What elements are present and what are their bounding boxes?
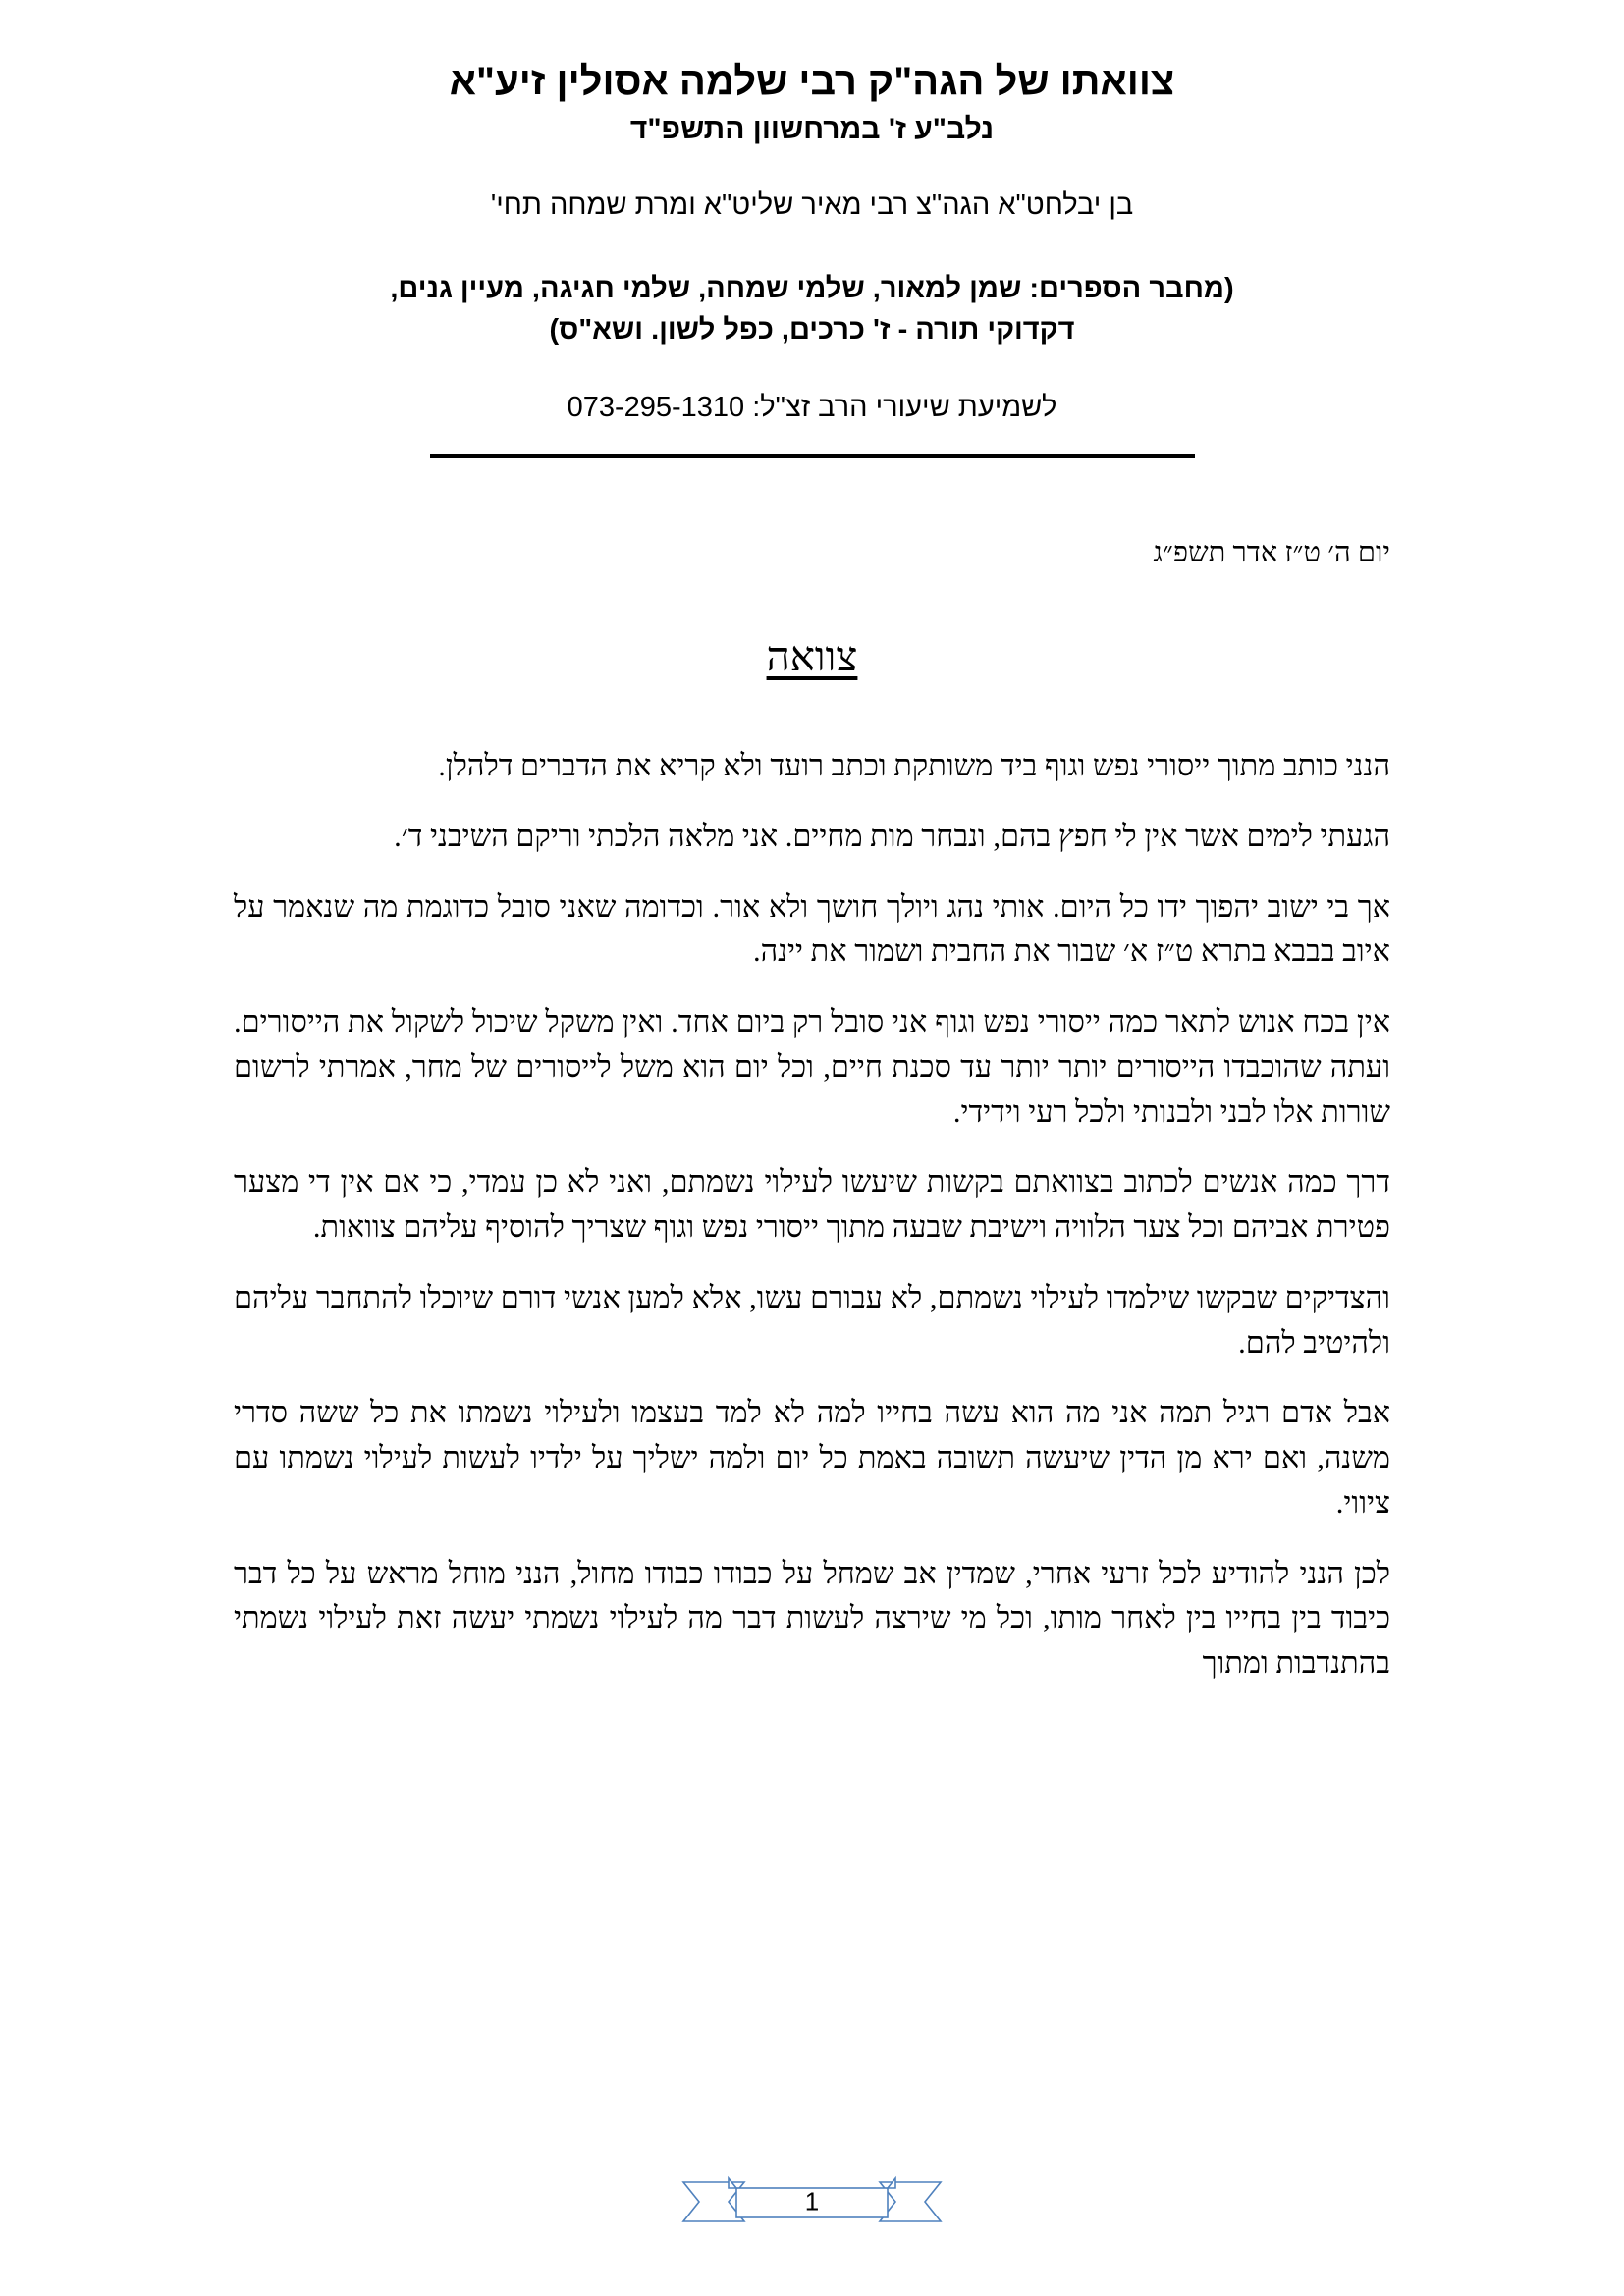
document-body [0, 533, 1624, 1685]
shiurim-phone-label: לשמיעת שיעורי הרב זצ"ל: [752, 391, 1057, 423]
paragraph-list [234, 744, 1390, 1686]
paragraph: דרך כמה אנשים לכתוב בצוואתם בקשות שיעשו לעילוי נשמתם, ואני לא כן עמדי, כי אם אין די מצער פטירת אביהם וכל צער הלוויה וישיבת שבעה מתוך ייסורי נפש וגוף שצריך להוסיף עליהם צוואות. [234, 1165, 1390, 1245]
paragraph: אבל אדם רגיל תמה אני מה הוא עשה בחייו למה לא למד בעצמו ולעילוי נשמתו את כל ששה סדרי משנה, ואם ירא מן הדין שיעשה תשובה באמת כל יום ולמה ישליך על ילדיו לעשות לעילוי נשמתו עם ציווי. [234, 1396, 1390, 1520]
page-footer [0, 2164, 1624, 2239]
authored-books-note [0, 268, 1624, 350]
paragraph: והצדיקים שבקשו שילמדו לעילוי נשמתם, לא עבורם עשו, אלא למען אנשי דורם שיוכלו להתחבר עליהם ולהיטיב להם. [234, 1280, 1390, 1360]
paragraph: הגעתי לימים אשר אין לי חפץ בהם, ונבחר מות מחיים. אני מלאה הלכתי וריקם השיבני ד׳. [394, 819, 1390, 853]
shiurim-phone-line [0, 390, 1624, 427]
page-title: צוואתו של הגה"ק רבי שלמה אסולין זיע"א [449, 60, 1175, 103]
authored-books-line-1: (מחבר הספרים: שמן למאור, שלמי שמחה, שלמי חגיגה, מעיין גנים, [390, 272, 1234, 304]
section-heading [234, 634, 1390, 681]
paragraph: אך בי ישוב יהפוך ידו כל היום. אותי נהג ויולך חושך ולא אור. וכדומה שאני סובל כדוגמת מה שנאמר על איוב בבבא בתרא ט״ז א׳ שבור את החבית ושמור את יינה. [234, 889, 1390, 969]
paragraph: הנני כותב מתוך ייסורי נפש וגוף ביד משותקת וכתב רועד ולא קריא את הדברים דלהלן. [438, 749, 1390, 783]
header-divider [430, 454, 1195, 458]
shiurim-phone-number: 073-295-1310 [567, 391, 745, 423]
hebrew-date-line: יום ה׳ ט״ז אדר תשפ״ג [1153, 537, 1390, 569]
paragraph: אין בכח אנוש לתאר כמה ייסורי נפש וגוף אני סובל רק ביום אחד. ואין משקל שיכול לשקול את הייסורים. ועתה שהוכבדו הייסורים יותר יותר עד סכנת חיים, וכל יום הוא משל לייסורים של מחר, אמרתי לרשום שורות אלו לבני ולבנותי ולכל רעי וידידי. [234, 1005, 1390, 1129]
paragraph: לכן הנני להודיע לכל זרעי אחרי, שמדין אב שמחל על כבודו כבודו מחול, הנני מוחל מראש על כל דבר כיבוד בין בחייו בין לאחר מותו, וכל מי שירצה לעשות דבר מה לעילוי נשמתי יעשה זאת לעילוי נשמתי בהתנדבות ומתוך [234, 1556, 1390, 1681]
authored-books-line-2: דקדוקי תורה - ז' כרכים, כפל לשון. ושא"ס) [549, 313, 1075, 346]
parentage-line: בן יבלחט"א הגה"צ רבי מאיר שליט"א ומרת שמחה תחי' [490, 189, 1134, 221]
document-subtitle: נלב"ע ז' במרחשוון התשפ"ד [629, 113, 995, 145]
document-header [0, 0, 1624, 458]
page-number-banner [679, 2164, 945, 2239]
section-heading-text: צוואה [766, 635, 858, 681]
page-number: 1 [804, 2186, 820, 2216]
